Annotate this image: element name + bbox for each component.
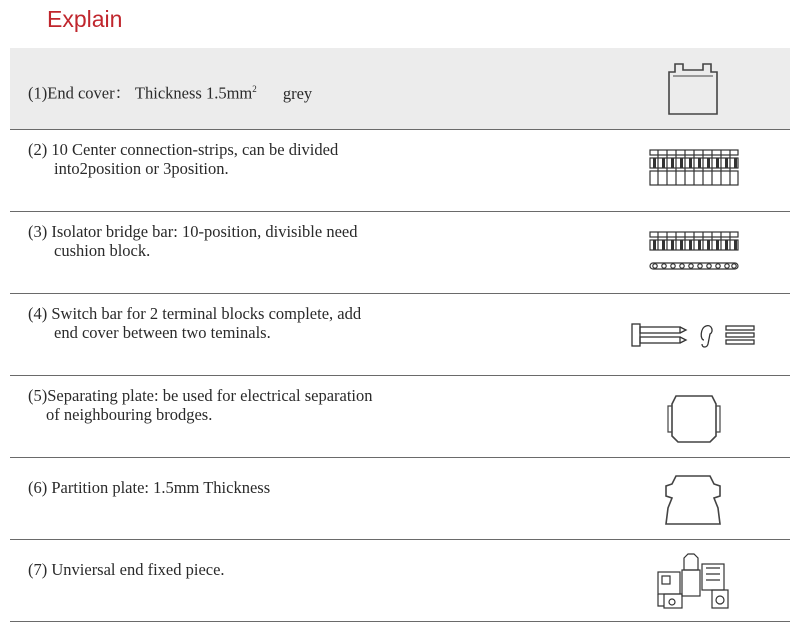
item-description xyxy=(28,304,588,342)
table-row xyxy=(10,540,790,622)
item-description xyxy=(28,140,588,178)
item-text: (7) Unviersal end fixed piece. xyxy=(28,560,225,579)
universal-end-fixed-piece-icon xyxy=(654,550,734,612)
table-row xyxy=(10,376,790,458)
item-text-line1: (2) 10 Center connection-strips, can be divided xyxy=(28,140,339,159)
item-color: grey xyxy=(282,83,313,103)
item-text: (6) Partition plate: 1.5mm Thickness xyxy=(28,478,271,497)
separating-plate-icon xyxy=(666,390,722,446)
item-text-line1: (4) Switch bar for 2 terminal blocks complete, add xyxy=(28,304,362,323)
table-row xyxy=(10,458,790,540)
item-text-line2: cushion block. xyxy=(54,241,151,260)
item-description xyxy=(28,80,588,103)
isolator-bridge-bar-icon xyxy=(648,230,740,276)
item-text-line2: of neighbouring brodges. xyxy=(46,405,213,424)
switch-bar-icon xyxy=(630,320,756,352)
center-connection-strip-icon xyxy=(648,146,740,194)
item-text-line1: (5)Separating plate: be used for electrical separation xyxy=(28,386,373,405)
item-description xyxy=(28,560,588,579)
explain-table xyxy=(10,48,790,622)
item-text-line2: end cover between two teminals. xyxy=(54,323,271,342)
item-text-line1: (3) Isolator bridge bar: 10-position, divisible need xyxy=(28,222,358,241)
item-text-line2: into2position or 3position. xyxy=(54,159,229,178)
table-row xyxy=(10,294,790,376)
table-row xyxy=(10,48,790,130)
table-row xyxy=(10,130,790,212)
item-text: (1)End cover： Thickness 1.5mm xyxy=(28,83,253,103)
table-row xyxy=(10,212,790,294)
page-title: Explain xyxy=(47,6,123,32)
item-description xyxy=(28,386,588,424)
item-description xyxy=(28,478,588,497)
item-description xyxy=(28,222,588,260)
partition-plate-icon xyxy=(662,472,724,530)
end-cover-icon xyxy=(665,60,721,118)
superscript: 2 xyxy=(252,84,257,94)
